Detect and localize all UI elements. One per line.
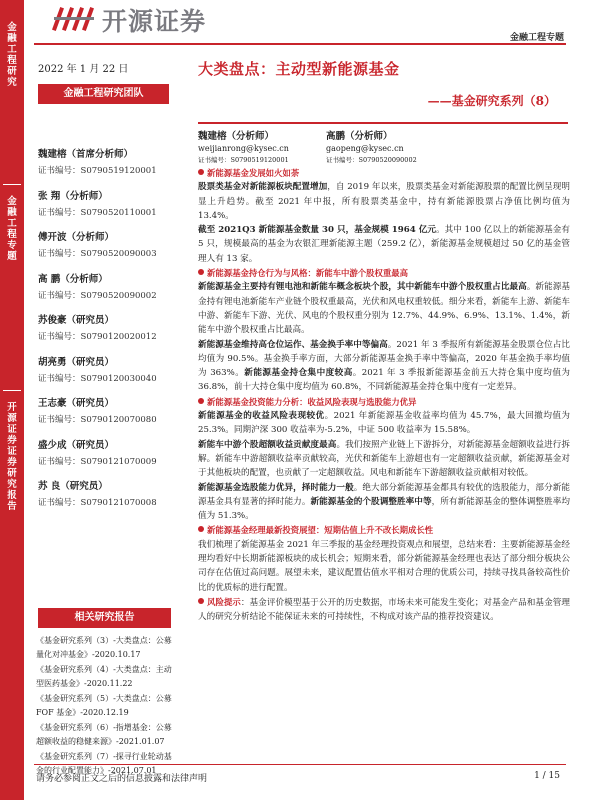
author-2 [326, 128, 417, 164]
paragraph-lead: 新能源基金的收益风险表现较优 [198, 411, 325, 422]
analyst-cert: 证书编号：S0790120030040 [38, 373, 157, 384]
paragraph-lead: 新能源基金持仓集中度较高 [244, 368, 353, 379]
section-heading [198, 523, 570, 537]
related-report-link[interactable]: 《基金研究系列（5）-大类盘点：公募FOF 基金》-2020.12.19 [36, 694, 172, 717]
sidebar-divider [3, 390, 21, 391]
paragraph-text: 。新能源基金持有锂电池新能车产业链个股权重最高，光伏和风电权重较低。细分来看，新能车上游、新能车中游、新能车下游、光伏、风电的个股权重分别为 12.7%、44.9%、6.9%、13.1%、1.4%，新能车中游个股权重占比最高。 [198, 282, 570, 336]
paragraph [198, 409, 570, 438]
bullet-icon [198, 169, 204, 175]
report-body [198, 166, 570, 625]
paragraph-text: 。2021 年新能源基金收益率均值为 45.7%，最大回撤均值为 25.3%。同期沪深 300 收益率为-5.2%，中证 500 收益率为 15.58%。 [198, 411, 570, 436]
paragraph [198, 280, 570, 337]
analyst-name: 张 翔（分析师） [38, 190, 108, 202]
paragraph-text: 我们梳理了新能源基金 2021 年三季报的基金经理投资观点和展望，总结来看：主要新能源基金经理均看好中长期新能源板块的成长机会；短期来看，部分新能源基金经理也表达了部分细分板块公司存在估值过高问题。展望未来，建议配置估值水平相对合理的优质公司，持续寻找具备较高性价比的优质标的进行配置。 [198, 539, 570, 593]
related-report-link[interactable]: 《基金研究系列（4）-大类盘点：主动型医药基金》-2020.11.22 [36, 665, 172, 688]
header-rule [34, 43, 566, 45]
author-email[interactable]: gaopeng@kysec.cn [326, 144, 404, 153]
analyst-entry [38, 271, 173, 301]
paragraph-text: 。2021 年 3 季报所有新能源基金股票仓位占比均值为 90.5%。基金换手率方面，大部分新能源基金换手率中等偏高，2020 年基金换手率均值为 363%。 [198, 339, 570, 379]
team-label: 金融工程研究团队 [38, 84, 169, 104]
paragraph [198, 438, 570, 481]
paragraph [198, 180, 570, 223]
paragraph-text: ，自 2019 年以来，股票类基金对新能源股票的配置比例呈现明显上升趋势。截至 2021 年中报，所有股票类基金中，持有新能源股票占净值比例均值为 13.4%。 [198, 182, 570, 221]
analyst-name: 苏俊豪（研究员） [38, 315, 115, 326]
sidebar-label-report: 开源证券 证券研究报告 [7, 402, 17, 512]
sidebar-label-research: 金融工程研究 [7, 22, 17, 88]
analyst-cert: 证书编号：S0790120020012 [38, 332, 157, 342]
analyst-name: 高 鹏（分析师） [38, 273, 108, 285]
risk-paragraph [198, 595, 570, 625]
analyst-name: 苏 良（研究员） [38, 481, 108, 492]
paragraph-lead: 新能车中游个股超额收益贡献度最高 [198, 439, 337, 450]
paragraph-lead: 新能源基金的个股调整胜率中等 [310, 496, 432, 507]
author-1 [198, 128, 289, 164]
related-report-link[interactable]: 《基金研究系列（7）-探寻行业轮动基金的行业配置能力》-2021.07.01 [36, 752, 172, 775]
paragraph [198, 481, 570, 524]
brand-name: 开源证券 [102, 7, 207, 36]
author-block [198, 122, 568, 162]
author-name: 高鹏（分析师） [326, 131, 393, 142]
analyst-entry [38, 478, 173, 508]
paragraph-lead: 股票类基金对新能源板块配置增加 [198, 182, 328, 193]
section-heading-text: 新能源基金投资能力分析：收益风险表现与选股能力优异 [207, 396, 417, 407]
paragraph [198, 338, 570, 395]
brand-logo [52, 2, 206, 38]
section-heading [198, 266, 570, 280]
sidebar-divider [3, 184, 21, 185]
report-date: 2022 年 1 月 22 日 [38, 64, 129, 75]
analyst-name: 傅开波（分析师） [38, 232, 115, 243]
page-number: 1 / 15 [534, 771, 560, 781]
report-title: 大类盘点：主动型新能源基金 [198, 60, 400, 78]
author-email[interactable]: weijianrong@kysec.cn [198, 144, 289, 153]
analyst-entry [38, 395, 173, 425]
related-label: 相关研究报告 [38, 608, 171, 628]
analyst-cert: 证书编号：S0790519120001 [38, 166, 157, 176]
related-list [36, 634, 176, 779]
analyst-name: 盛少成（研究员） [38, 439, 115, 451]
analyst-entry [38, 354, 173, 384]
paragraph-text: ，所有新能源基金的整体调整胜率均值为 51.3%。 [198, 496, 570, 522]
related-report-link[interactable]: 《基金研究系列（3）-大类盘点：公募量化对冲基金》-2020.10.17 [36, 636, 172, 659]
analyst-entry [38, 437, 173, 467]
author-cert: 证书编号：S0790520090002 [326, 156, 417, 164]
analyst-cert: 证书编号：S0790520110001 [38, 207, 157, 218]
paragraph-text: 。我们按照产业链上下游拆分，对新能源基金超额收益进行拆解。新能车中游超额收益率贡献较高，光伏和新能车上游超也有一定超额收益贡献，新能源基金对于其他板块的配置，也贡献了一定超额收益。风电和新能车下游超额收益贡献相对较低。 [198, 439, 570, 479]
paragraph-lead: 新能源基金主要持有锂电池和新能车概念板块个股，其中新能车中游个股权重占比最高 [198, 282, 527, 293]
analyst-name: 胡亮勇（研究员） [38, 356, 115, 368]
section-heading-text: 新能源基金持仓行为与风格：新能车中游个股权重最高 [207, 268, 408, 279]
section-heading [198, 395, 570, 409]
analyst-cert: 证书编号：S0790120070080 [38, 415, 157, 425]
section-heading-text: 风险提示 [207, 596, 241, 607]
section-heading-text: 新能源基金发展如火如荼 [207, 168, 300, 178]
analyst-cert: 证书编号：S0790121070009 [38, 456, 157, 467]
paragraph [198, 538, 570, 595]
sidebar-label-topic: 金融工程专题 [7, 196, 17, 262]
analyst-cert: 证书编号：S0790520090002 [38, 290, 157, 301]
analyst-entry [38, 146, 173, 176]
paragraph-lead: 截至 2021Q3 新能源基金数量 30 只，基金规模 1964 亿元 [198, 225, 436, 236]
report-subtitle: ——基金研究系列（8） [427, 94, 556, 108]
paragraph-lead: 新能源基金维持高仓位运作、基金换手率中等偏高 [198, 339, 388, 350]
section-heading-text: 新能源基金经理最新投资展望：短期估值上升不改长期成长性 [207, 525, 434, 536]
bullet-icon [198, 398, 204, 404]
paragraph-lead: 新能源基金选股能力优异，择时能力一般 [198, 482, 354, 493]
paragraph-text: ：基金评价模型基于公开的历史数据，市场未来可能发生变化；对基金产品和基金管理人的研究分析结论不能保证未来的可持续性，不构成对该产品的推荐投资建议。 [198, 597, 570, 623]
sidebar-band [0, 0, 24, 800]
logo-icon [52, 5, 96, 35]
analyst-entry [38, 229, 173, 259]
analyst-cert: 证书编号：S0790121070008 [38, 498, 157, 508]
bullet-icon [198, 526, 204, 532]
section-heading [198, 597, 241, 607]
paragraph-text: 。其中 100 亿以上的新能源基金有 5 只，规模最高的基金为农银汇理新能源主题（259.2 亿），新能源基金规模超过 50 亿的基金管理人有 13 家。 [198, 225, 570, 264]
footer-disclaimer: 请务必参阅正文之后的信息披露和法律声明 [36, 774, 208, 784]
analyst-entry [38, 188, 173, 218]
bullet-icon [198, 598, 204, 604]
analyst-name: 王志豪（研究员） [38, 398, 115, 409]
paragraph [198, 223, 570, 266]
author-cert: 证书编号：S0790519120001 [198, 156, 289, 164]
paragraph-text: 。绝大部分新能源基金都具有较优的选股能力，部分新能源基金具有显著的择时能力。 [198, 482, 570, 507]
bullet-icon [198, 269, 204, 275]
paragraph-text: 。2021 年 3 季报新能源基金前五大持仓集中度均值为 36.8%，前十大持仓集中度均值为 60.8%，不同新能源基金持仓集中度有一定差异。 [198, 368, 570, 393]
section-heading [198, 166, 570, 180]
analyst-cert: 证书编号：S0790520090003 [38, 249, 157, 259]
header-tag: 金融工程专题 [509, 33, 564, 43]
analyst-name: 魏建榕（首席分析师） [38, 149, 134, 160]
related-report-link[interactable]: 《基金研究系列（6）-指增基金：公募超额收益的稳健来源》-2021.01.07 [36, 723, 172, 746]
footer-rule [34, 764, 566, 765]
author-name: 魏建榕（分析师） [198, 131, 275, 142]
analyst-entry [38, 312, 173, 342]
